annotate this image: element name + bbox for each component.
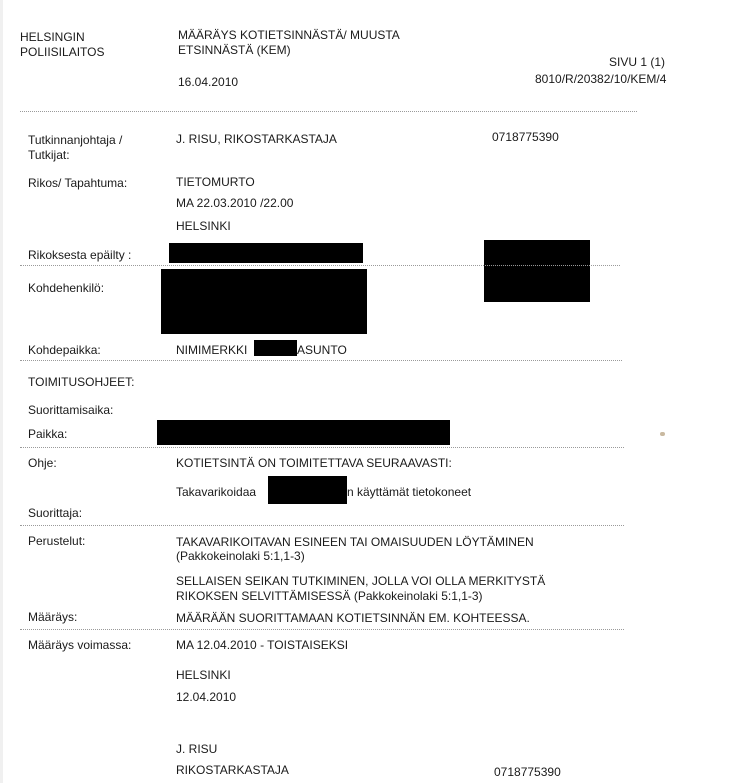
redaction-box xyxy=(268,476,347,504)
guide-label: Ohje: xyxy=(28,456,57,470)
page-number: SIVU 1 (1) xyxy=(609,55,666,69)
grounds-1-line2: (Pakkokeinolaki 5:1,1-3) xyxy=(176,549,305,563)
target-place-label: Kohdepaikka: xyxy=(28,343,101,357)
guide-value: KOTIETSINTÄ ON TOIMITETTAVA SEURAAVASTI: xyxy=(176,456,452,470)
investigator-value: J. RISU, RIKOSTARKASTAJA xyxy=(176,132,337,146)
signature-title: RIKOSTARKASTAJA xyxy=(176,763,289,777)
document-title-line2: ETSINNÄSTÄ (KEM) xyxy=(178,43,291,57)
target-place-suffix: ASUNTO xyxy=(297,343,347,357)
redaction-box xyxy=(161,269,367,334)
grounds-2-line2: RIKOKSEN SELVITTÄMISESSÄ (Pakkokeinolaki 5:1,1-3) xyxy=(176,589,483,603)
reference-number: 8010/R/20382/10/KEM/4 xyxy=(535,72,667,86)
target-person-label: Kohdehenkilö: xyxy=(28,281,105,295)
signature-city: HELSINKI xyxy=(176,668,231,682)
target-place-prefix: NIMIMERKKI xyxy=(176,343,248,357)
signature-phone: 0718775390 xyxy=(494,765,561,779)
suspect-label: Rikoksesta epäilty : xyxy=(28,248,132,262)
grounds-label: Perustelut: xyxy=(28,534,86,548)
redaction-box xyxy=(254,340,297,356)
order-label: Määräys: xyxy=(28,610,78,624)
scan-edge xyxy=(0,0,3,783)
divider xyxy=(20,111,637,112)
valid-value: MA 12.04.2010 - TOISTAISEKSI xyxy=(176,638,349,652)
redaction-box xyxy=(169,243,363,263)
org-name-line1: HELSINGIN xyxy=(20,30,85,44)
org-name-line2: POLIISILAITOS xyxy=(20,45,105,59)
redaction-box xyxy=(484,240,590,302)
divider xyxy=(20,629,624,630)
divider xyxy=(20,525,624,526)
document-date: 16.04.2010 xyxy=(178,75,239,89)
divider xyxy=(20,447,624,448)
crime-label: Rikos/ Tapahtuma: xyxy=(28,176,128,190)
investigator-label-line1: Tutkinnanjohtaja / xyxy=(28,133,123,147)
order-value: MÄÄRÄÄN SUORITTAMAAN KOTIETSINNÄN EM. KOHTEESSA. xyxy=(176,611,530,625)
seize-suffix: n käyttämät tietokoneet xyxy=(347,485,472,499)
document-title-line1: MÄÄRÄYS KOTIETSINNÄSTÄ/ MUUSTA xyxy=(178,28,400,42)
signature-date: 12.04.2010 xyxy=(176,690,237,704)
investigator-phone: 0718775390 xyxy=(492,130,559,144)
scan-speck xyxy=(660,432,665,436)
divider xyxy=(20,360,622,361)
grounds-1-line1: TAKAVARIKOITAVAN ESINEEN TAI OMAISUUDEN LÖYTÄMINEN xyxy=(176,535,534,549)
divider xyxy=(20,265,620,266)
redaction-box xyxy=(157,420,450,445)
crime-datetime: MA 22.03.2010 /22.00 xyxy=(176,196,294,210)
signature-name: J. RISU xyxy=(176,742,218,756)
time-label: Suorittamisaika: xyxy=(28,403,114,417)
place-label: Paikka: xyxy=(28,427,68,441)
seize-prefix: Takavarikoidaa xyxy=(176,485,257,499)
crime-place: HELSINKI xyxy=(176,219,231,233)
executor-label: Suorittaja: xyxy=(28,506,83,520)
investigator-label-line2: Tutkijat: xyxy=(28,148,70,162)
crime-value: TIETOMURTO xyxy=(176,175,255,189)
valid-label: Määräys voimassa: xyxy=(28,638,132,652)
grounds-2-line1: SELLAISEN SEIKAN TUTKIMINEN, JOLLA VOI OLLA MERKITYSTÄ xyxy=(176,574,546,588)
instructions-heading: TOIMITUSOHJEET: xyxy=(28,375,135,389)
